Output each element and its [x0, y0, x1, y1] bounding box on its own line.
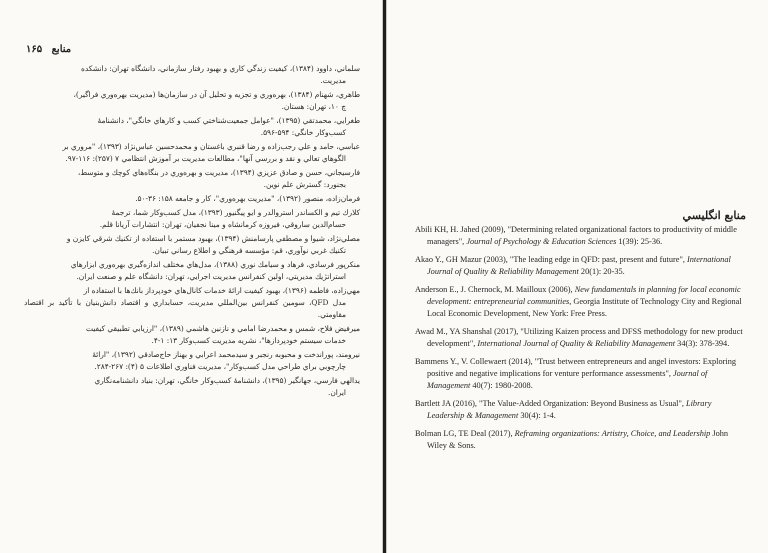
header-title: منابع: [51, 44, 72, 55]
persian-reference: مهي‌زاده، فاطمه (۱۳۹۶)، بهبود كيفيت ارائهٔ خدمات كانال‌هاي خودپرداز بانك‌ها با استفاده از مدل QFD، سومين كنفرانس بين‌المللي مديريت، حسابداري و اقتصاد دانش‌بنيان با تأكيد بر اقتصاد مقاومتي.: [24, 285, 360, 320]
right-page: [386, 0, 768, 553]
persian-reference: مصلي‌نژاد، شيوا و مصطفي پارسامنش (۱۳۹۴)، بهبود مستمر با استفاده از تكنيك شرقي كايزن و تكنيك غربي نوآوري، قم: مؤسسه فرهنگي و اطلاع رساني تبيان.: [66, 233, 360, 255]
persian-reference: منكرپور فرسادي، فرهاد و سيامك نوري (۱۳۸۸)، مدل‌هاي مختلف اندازه‌گيري بهره‌وري ابزارهاي استراتژيك مديريتي، اولين كنفرانس مديريت اجرايي، تهران: دانشگاه علم و صنعت ايران.: [70, 259, 360, 281]
english-reference: Awad M., YA Shanshal (2017), "Utilizing Kaizen process and DFSS methodology for new product development", International Journal of Quality & Reliability Management 34(3): 378-394.: [415, 327, 743, 348]
english-reference: Anderson E., J. Chernock, M. Mailloux (2006), New fundamentals in planning for local economic development: entrepreneurial communities, Georgia Institute of Technology City and Regional Local Economic Development, New York: Free Press.: [415, 285, 742, 318]
persian-reference: فارسيجاني، حسن و صادق عزيزي (۱۳۹۴)، مديريت و بهره‌وري در بنگاه‌هاي كوچك و متوسط، بجنورد: گسترش علم نوين.: [77, 168, 360, 190]
persian-reference: نيرومند، پوراندخت و محبوبه رنجبر و سيدمحمد اعرابي و بهناز حاج‌صادقي (۱۳۹۲)، "ارائهٔ چارچوبي براي طراحي مدل كسب‌وكار"، مديريت فناوري اطلاعات ۵ (۴): ۲۶۷-۲۸۴.: [92, 350, 360, 372]
page-header: [26, 44, 71, 55]
persian-references: [24, 63, 360, 401]
english-references: [415, 224, 745, 459]
english-reference: Bartlett JA (2016), "The Value-Added Organization: Beyond Business as Usual", Library Leadership & Management 30(4): 1-4.: [415, 399, 712, 420]
page-number: ۱۶۵: [26, 44, 43, 55]
persian-reference: سلماني، داوود (۱۳۸۴)، كيفيت زندگي كاري و بهبود رفتار سازماني، دانشگاه تهران: دانشكده مديريت.: [81, 64, 360, 86]
english-reference: Abili KH, H. Jahed (2009), "Determining related organizational factors to productivity of middle managers", Journal of Psychology & Education Sciences 1(39): 25-36.: [415, 225, 737, 246]
persian-reference: طاهري، شهنام (۱۳۸۴)، بهره‌وري و تجزيه و تحليل آن در سازمان‌ها (مديريت بهره‌وري فراگير)، چ ۱۰، تهران: هستان.: [73, 90, 360, 112]
english-reference: Bammens Y., V. Collewaert (2014), "Trust between entrepreneurs and angel investors: Exploring positive and negative implications for venture performance assessments", Journal of Management 40(7): 1980-2008.: [415, 357, 736, 390]
persian-reference: طغرايي، محمدتقي (۱۳۹۵)، "عوامل جمعيت‌شناختي كسب و كارهاي خانگي"، دانشنامهٔ كسب‌وكار خانگي: ۵۹۴-۵۹۶.: [97, 116, 360, 138]
persian-reference: يدالهي فارسي، جهانگير (۱۳۹۵)، دانشنامهٔ كسب‌وكار خانگي، تهران: بنياد دانشنامه‌نگاري ايران.: [94, 376, 360, 398]
persian-reference: عباسي، حامد و علي رجب‌زاده و رضا قنبري باغستان و محمدحسين عباس‌نژاد (۱۳۹۳)، "مروري بر الگوهاي تعالي و نقد و بررسي آنها"، مطالعات مديريت بر آموزش انتظامي ۷ (۲۵۷): ۱۱۶-۹۷.: [62, 142, 360, 164]
left-page: [0, 0, 383, 553]
english-reference: Akao Y., GH Mazur (2003), "The leading edge in QFD: past, present and future", International Journal of Quality & Reliability Management 20(1): 20-35.: [415, 255, 731, 276]
persian-reference: كلارك تيم و الكساندر استروالدر و ايو پيگنيور (۱۳۹۳)، مدل كسب‌وكار شما، ترجمهٔ حسام‌الدين ساروقي، فيروزه كرمانشاه و مينا نجفيان، تهران: انتشارات آريانا قلم.: [99, 207, 360, 229]
persian-reference: ميرفيض فلاح، شمس و محمدرضا امامي و نازنين هاشمي (۱۳۸۹)، "ارزيابي تطبيقي كيفيت خدمات سيستم خودپردازها"، نشريه مديريت كسب‌وكار ۱۳: ۱-۴.: [86, 324, 360, 346]
persian-reference: فرمان‌زاده، منصور (۱۳۹۲)، "مديريت بهره‌وري"، كار و جامعه ۱۵۸: ۳۶-۵۰.: [135, 194, 360, 203]
english-reference: Bolman LG, TE Deal (2017), Reframing organizations: Artistry, Choice, and Leadership John Wiley & Sons.: [415, 429, 729, 450]
section-title: منابع انگليسي: [682, 209, 746, 222]
